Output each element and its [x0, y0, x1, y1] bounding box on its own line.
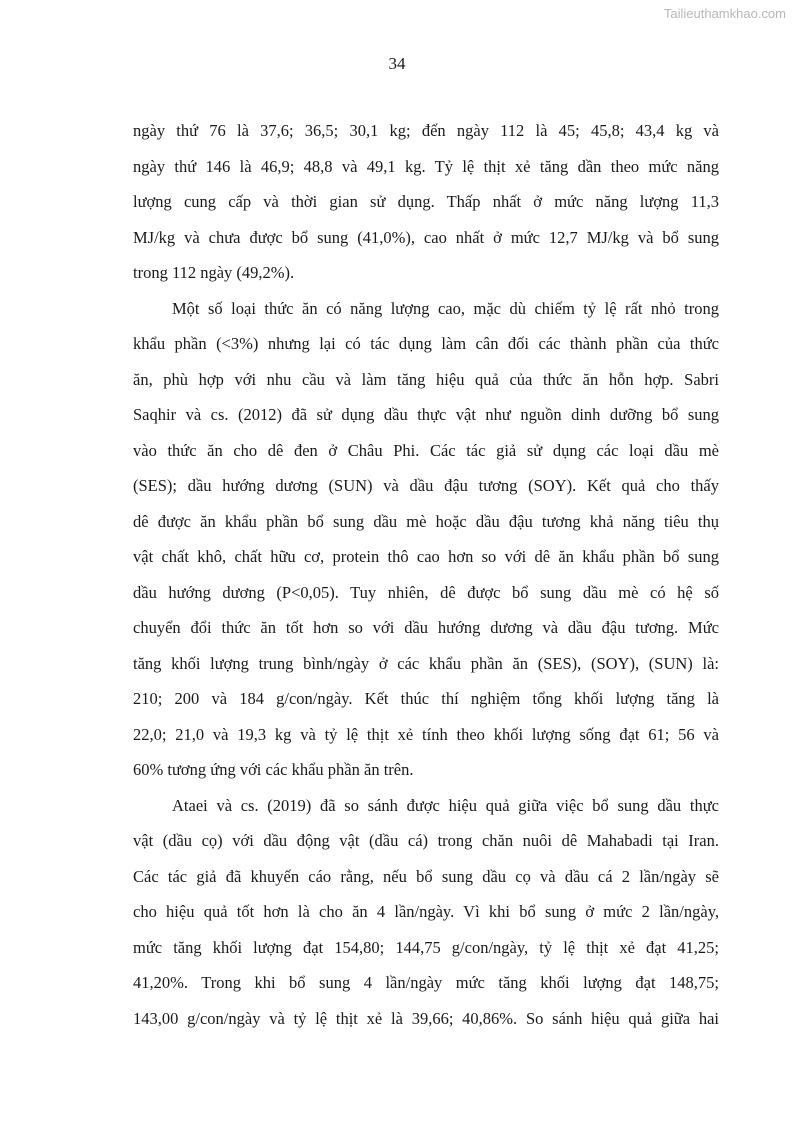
text-line: ngày thứ 76 là 37,6; 36,5; 30,1 kg; đến ngày 112 là 45; 45,8; 43,4 kg và: [133, 121, 719, 140]
text-line: ăn, phù hợp với nhu cầu và làm tăng hiệu quả của thức ăn hỗn hợp. Sabri: [133, 369, 719, 389]
text-line: 60% tương ứng với các khẩu phần ăn trên.: [133, 760, 414, 779]
text-line: mức tăng khối lượng đạt 154,80; 144,75 g/con/ngày, tỷ lệ thịt xẻ đạt 41,25;: [133, 937, 719, 957]
text-line: Ataei và cs. (2019) đã so sánh được hiệu quả giữa việc bổ sung dầu thực: [172, 795, 719, 815]
text-line: lượng cung cấp và thời gian sử dụng. Thấp nhất ở mức năng lượng 11,3: [133, 192, 719, 211]
text-line: 143,00 g/con/ngày và tỷ lệ thịt xẻ là 39,66; 40,86%. So sánh hiệu quả giữa hai: [133, 1008, 719, 1028]
paragraph: [133, 788, 719, 1037]
text-line: 210; 200 và 184 g/con/ngày. Kết thúc thí nghiệm tổng khối lượng tăng là: [133, 689, 719, 708]
body-text: [133, 113, 719, 1036]
text-line: dê được ăn khẩu phần bổ sung dầu mè hoặc dầu đậu tương khả năng tiêu thụ: [133, 511, 719, 531]
page-number: 34: [388, 54, 406, 73]
text-line: Một số loại thức ăn có năng lượng cao, mặc dù chiếm tỷ lệ rất nhỏ trong: [172, 298, 719, 318]
watermark: Tailieuthamkhao.com: [663, 6, 786, 21]
text-line: Saqhir và cs. (2012) đã sử dụng dầu thực vật như nguồn dinh dưỡng bổ sung: [133, 405, 719, 424]
text-line: tăng khối lượng trung bình/ngày ở các khẩu phần ăn (SES), (SOY), (SUN) là:: [133, 653, 719, 673]
text-line: 41,20%. Trong khi bổ sung 4 lần/ngày mức tăng khối lượng đạt 148,75;: [133, 973, 719, 992]
text-line: dầu hướng dương (P<0,05). Tuy nhiên, dê được bổ sung dầu mè có hệ số: [133, 582, 719, 602]
paragraph: [133, 113, 719, 291]
text-line: MJ/kg và chưa được bổ sung (41,0%), cao nhất ở mức 12,7 MJ/kg và bổ sung: [133, 227, 719, 247]
text-line: 22,0; 21,0 và 19,3 kg và tỷ lệ thịt xẻ tính theo khối lượng sống đạt 61; 56 và: [133, 724, 719, 744]
paragraph: [133, 291, 719, 788]
text-line: (SES); dầu hướng dương (SUN) và dầu đậu tương (SOY). Kết quả cho thấy: [133, 476, 719, 495]
text-line: vật chất khô, chất hữu cơ, protein thô cao hơn so với dê ăn khẩu phần bổ sung: [133, 547, 719, 566]
text-line: vào thức ăn cho dê đen ở Châu Phi. Các tác giả sử dụng các loại dầu mè: [133, 440, 719, 460]
text-line: vật (dầu cọ) với dầu động vật (dầu cá) trong chăn nuôi dê Mahabadi tại Iran.: [133, 831, 719, 850]
text-line: ngày thứ 146 là 46,9; 48,8 và 49,1 kg. Tỷ lệ thịt xẻ tăng dần theo mức năng: [133, 156, 719, 176]
text-line: Các tác giả đã khuyến cáo rằng, nếu bổ sung dầu cọ và dầu cá 2 lần/ngày sẽ: [133, 866, 719, 886]
text-line: khẩu phần (<3%) nhưng lại có tác dụng làm cân đối các thành phần của thức: [133, 334, 719, 353]
text-line: chuyển đổi thức ăn tốt hơn so với dầu hướng dương và dầu đậu tương. Mức: [133, 618, 719, 637]
text-line: trong 112 ngày (49,2%).: [133, 263, 295, 282]
text-line: cho hiệu quả tốt hơn là cho ăn 4 lần/ngày. Vì khi bổ sung ở mức 2 lần/ngày,: [133, 902, 719, 921]
